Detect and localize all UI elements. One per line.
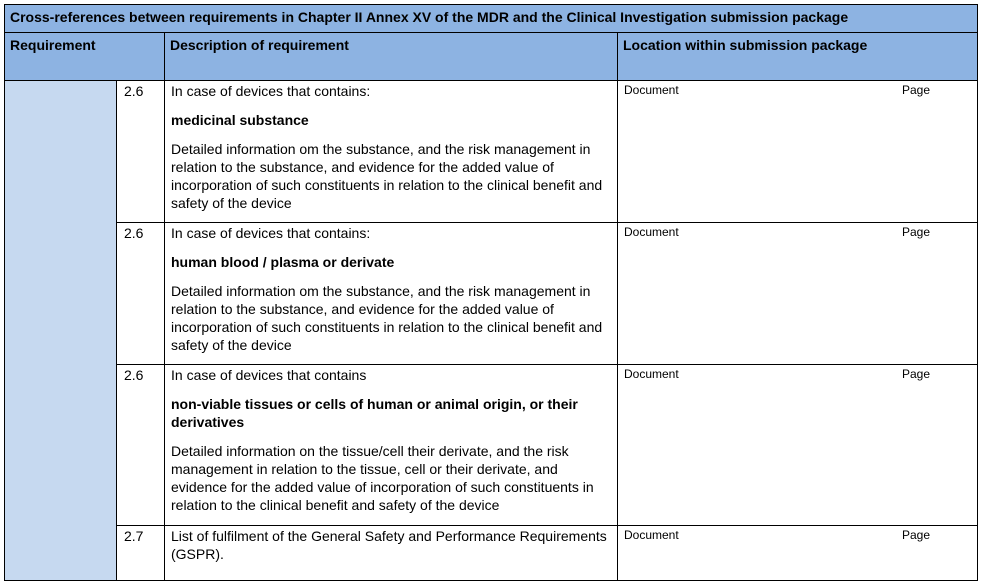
requirement-description [165,365,618,525]
description-intro: In case of devices that contains: [171,225,371,241]
document-label: Document [624,528,679,542]
table-rows [117,81,978,581]
document-label: Document [624,367,679,381]
requirement-number: 2.7 [117,526,165,580]
description-detail: Detailed information on the tissue/cell their derivate, and the risk management in relation to the tissue, cell or their derivate, and evidence for the added value of incorporation of such constituents in relation to the clinical benefit and safety of the device [171,443,594,513]
table-row [117,81,978,223]
description-subject: human blood / plasma or derivate [171,254,395,270]
table-body [5,81,978,581]
location-cell [618,365,978,525]
description-intro: List of fulfilment of the General Safety and Performance Requirements (GSPR). [171,528,607,562]
table-header-row [5,33,978,81]
description-subject: non-viable tissues or cells of human or animal origin, or their derivatives [171,396,578,430]
table-row [117,526,978,581]
requirement-description [165,81,618,222]
cross-reference-table [4,4,978,581]
location-cell [618,81,978,222]
page-label: Page [902,367,931,381]
page-label: Page [902,225,931,239]
header-location: Location within submission package [618,33,978,80]
page-label: Page [902,528,931,542]
description-intro: In case of devices that contains [171,367,367,383]
table-row [117,223,978,365]
description-detail: Detailed information om the substance, and the risk management in relation to the substance, and evidence for the added value of incorporation of such constituents in relation to the clinical benefit and safety of the device [171,141,603,211]
description-subject: medicinal substance [171,112,309,128]
requirement-description [165,526,618,580]
table-row [117,365,978,526]
requirement-description [165,223,618,364]
location-cell [618,223,978,364]
requirement-number: 2.6 [117,81,165,222]
page-label: Page [902,83,931,97]
location-cell [618,526,978,580]
header-description: Description of requirement [165,33,618,80]
table-title: Cross-references between requirements in Chapter II Annex XV of the MDR and the Clinical Investigation submission package [5,5,978,33]
description-intro: In case of devices that contains: [171,83,371,99]
header-requirement: Requirement [5,33,165,80]
description-detail: Detailed information om the substance, and the risk management in relation to the substance, and evidence for the added value of incorporation of such constituents in relation to the clinical benefit and safety of the device [171,283,603,353]
document-label: Document [624,83,679,97]
document-label: Document [624,225,679,239]
requirement-number: 2.6 [117,223,165,364]
requirement-group-cell [5,81,117,581]
requirement-number: 2.6 [117,365,165,525]
